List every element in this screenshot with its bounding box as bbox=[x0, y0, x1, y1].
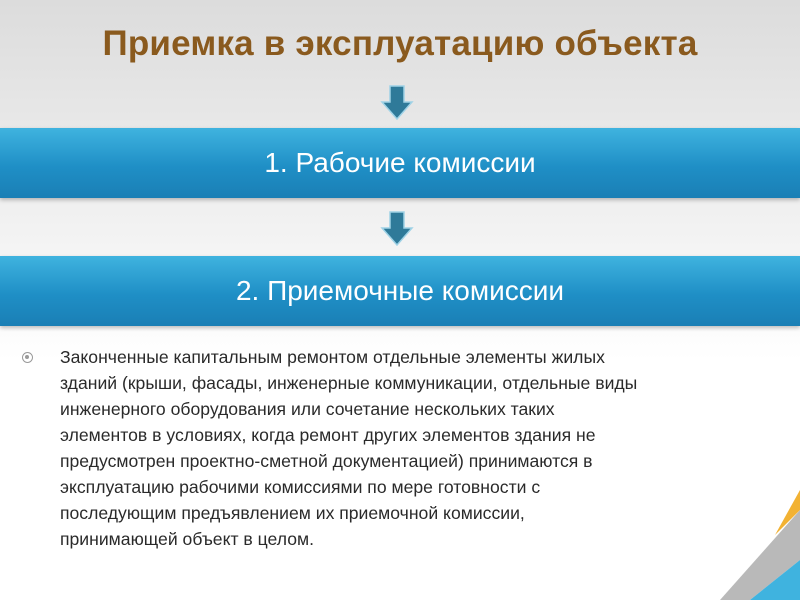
down-arrow-icon bbox=[380, 210, 414, 248]
step-band-1 bbox=[0, 128, 800, 198]
step-label: 1. Рабочие комиссии bbox=[264, 147, 536, 178]
body-line: инженерного оборудования или сочетание нескольких таких bbox=[60, 399, 555, 419]
body-line: зданий (крыши, фасады, инженерные коммуникации, отдельные виды bbox=[60, 373, 638, 393]
body-line: элементов в условиях, когда ремонт других элементов здания не bbox=[60, 425, 596, 445]
body-line: Законченные капитальным ремонтом отдельные элементы жилых bbox=[60, 347, 605, 367]
body-paragraph bbox=[60, 344, 760, 552]
body-bullet bbox=[22, 344, 762, 552]
body-line: принимающей объект в целом. bbox=[60, 529, 314, 549]
body-line: последующим предъявлением их приемочной комиссии, bbox=[60, 503, 525, 523]
slide-title: Приемка в эксплуатацию объекта bbox=[102, 24, 698, 63]
corner-decoration bbox=[680, 490, 800, 600]
bullet-circle-icon bbox=[22, 352, 33, 363]
step-label: 2. Приемочные комиссии bbox=[235, 275, 565, 306]
step-band-2 bbox=[0, 256, 800, 326]
body-line: предусмотрен проектно-сметной документацией) принимаются в bbox=[60, 451, 593, 471]
body-line: эксплуатацию рабочими комиссиями по мере готовности с bbox=[60, 477, 541, 497]
down-arrow-icon bbox=[380, 84, 414, 122]
